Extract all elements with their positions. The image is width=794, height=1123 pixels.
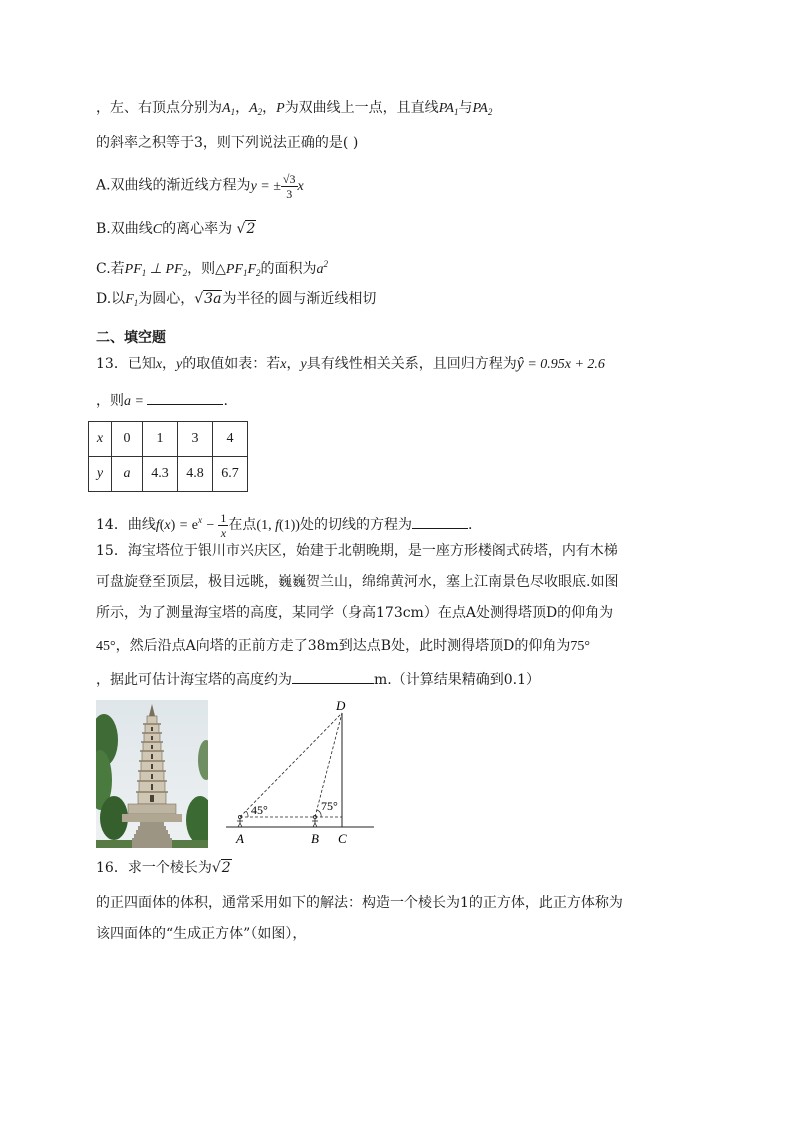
function-definition: $f(x) = e^x$ − $\frac{1}{x}$ — [155, 511, 227, 541]
section-title: 二、填空题 — [96, 330, 166, 346]
asymptote-equation: y = ± $\frac{√3}{3}$ x — [250, 172, 304, 201]
answer-blank-15[interactable] — [292, 669, 374, 684]
label-c: C — [338, 831, 347, 846]
q14-line: 14．曲线$f(x) = e^x$ − $\frac{1}{x}$ 在点(1, f(1))处的切线的方程为 . — [96, 511, 473, 541]
sqrt-2-edge: √2 — [211, 860, 231, 876]
fraction-sqrt3-over-3: $\frac{√3}{3}$ — [282, 172, 296, 201]
label-angle-45: 45° — [251, 803, 268, 817]
q16-line-1: 16．求一个棱长为√2 — [96, 860, 231, 876]
table-cell: 1 — [143, 422, 178, 457]
perpendicular-condition: $PF_1$ ⊥ $PF_2$ — [124, 262, 188, 278]
table-cell: 4 — [213, 422, 248, 457]
tangent-point: (1, f(1)) — [256, 518, 300, 533]
q13-line-1: 13．已知x，y的取值如表：若x，y具有线性相关关系，且回归方程为ŷ = 0.95x + 2.6 — [96, 355, 605, 372]
label-b: B — [311, 831, 319, 846]
q15-line-5: ，据此可估计海宝塔的高度约为 m.（计算结果精确到0.1） — [96, 669, 540, 690]
table-row — [89, 457, 248, 492]
q15-line-2: 可盘旋登至顶层，极目远眺，巍巍贺兰山，绵绵黄河水，塞上江南景色尽收眼底.如图 — [96, 574, 619, 590]
table-cell: a — [112, 457, 143, 492]
triangle-pf1f2: $\triangle PF_1F_2$ — [215, 262, 261, 278]
area-a-squared: $a^2$ — [316, 259, 329, 277]
q12-line-2: 的斜率之积等于3，则下列说法正确的是( ) — [96, 135, 359, 151]
table-cell: 4.3 — [143, 457, 178, 492]
q16-line-2: 的正四面体的体积，通常采用如下的解法：构造一个棱长为1的正方体，此正方体称为 — [96, 895, 623, 911]
q12-option-c: C.若$PF_1$ ⊥ $PF_2$，则$\triangle PF_1F_2$的面积为$a^2$ — [96, 259, 329, 278]
angle-45: 45° — [96, 639, 116, 654]
hyperbola-c: C — [152, 222, 163, 237]
label-d: D — [336, 698, 346, 713]
measurement-diagram — [226, 697, 376, 849]
q12-option-d: D.以$F_1$为圆心，√3a为半径的圆与渐近线相切 — [96, 291, 377, 308]
label-a: A — [236, 831, 244, 846]
regression-y-hat: ŷ — [516, 355, 524, 372]
table-cell: 4.8 — [178, 457, 213, 492]
q12-option-b: B.双曲线C的离心率为 √2 — [96, 221, 256, 237]
q12-option-a: A.双曲线的渐近线方程为y = ± $\frac{√3}{3}$ x — [96, 172, 304, 201]
line-pa1: $PA_1$ — [438, 101, 459, 117]
table-cell: y — [89, 457, 112, 492]
table-cell: 0 — [112, 422, 143, 457]
q12-line-1: ，左、右顶点分别为$A_1$，$A_2$，P为双曲线上一点，且直线$PA_1$与$PA_2$ — [96, 100, 493, 117]
q16-line-3: 该四面体的“生成正方体”（如图）， — [96, 926, 307, 942]
q13-line-2: ，则a = . — [96, 390, 228, 412]
table-cell: x — [89, 422, 112, 457]
vertex-a2: $A_2$ — [249, 101, 263, 117]
line-pa2: $PA_2$ — [472, 101, 493, 117]
q15-line-4: 45°，然后沿点A向塔的正前方走了38m到达点B处，此时测得塔顶D的仰角为75° — [96, 638, 590, 654]
point-p: P — [276, 101, 285, 116]
table-cell: 3 — [178, 422, 213, 457]
sqrt-2: √2 — [236, 221, 256, 237]
q15-line-1: 15．海宝塔位于银川市兴庆区，始建于北朝晚期，是一座方形楼阁式砖塔，内有木梯 — [96, 543, 618, 559]
values-table — [88, 421, 248, 492]
q15-line-3: 所示，为了测量海宝塔的高度，某同学（身高173cm）在点A处测得塔顶D的仰角为 — [96, 605, 614, 621]
table-row — [89, 422, 248, 457]
answer-blank-14[interactable] — [412, 514, 468, 529]
vertex-a1: $A_1$ — [222, 101, 236, 117]
label-angle-75: 75° — [321, 799, 338, 813]
sqrt-3a: √3a — [194, 291, 222, 307]
table-cell: 6.7 — [213, 457, 248, 492]
angle-75: 75° — [570, 639, 590, 654]
focus-f1: $F_1$ — [125, 292, 139, 308]
regression-equation: = 0.95x + 2.6 — [523, 357, 605, 372]
answer-blank-13[interactable] — [147, 390, 223, 405]
pagoda-photo — [96, 700, 208, 848]
